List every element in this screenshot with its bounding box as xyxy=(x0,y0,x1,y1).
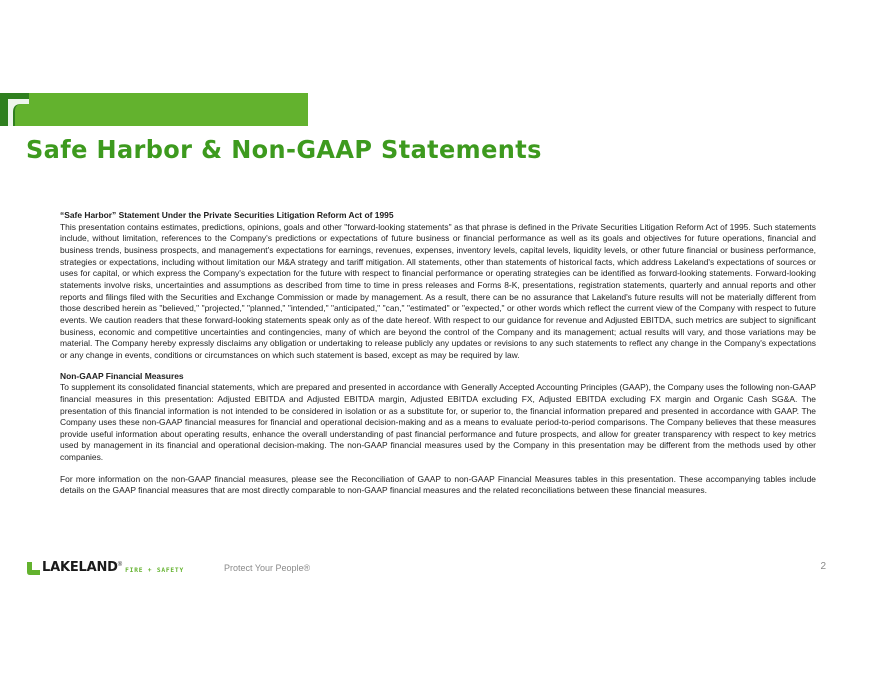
disclaimer-content xyxy=(60,210,816,497)
footer-tagline: Protect Your People® xyxy=(224,563,311,573)
lakeland-leaf-icon xyxy=(27,562,40,575)
logo-wordmark: LAKELAND xyxy=(42,560,118,575)
safe-harbor-heading: “Safe Harbor” Statement Under the Private Securities Litigation Reform Act of 1995 xyxy=(60,210,394,220)
lakeland-logo xyxy=(27,561,184,575)
non-gaap-heading: Non-GAAP Financial Measures xyxy=(60,370,184,381)
page-title: Safe Harbor & Non-GAAP Statements xyxy=(26,135,542,164)
safe-harbor-body: This presentation contains estimates, predictions, opinions, goals and other "forward-looking statements" as that phrase is defined in the Private Securities Litigation Reform Act of 1995. Such statements include, without limitation, references to the Company's predictions or expectations of future business or financial performance as well as its goals and objectives for future operations, financial and business trends, business prospects, and management's expectations for earnings, revenues, expenses, inventory levels, capital levels, liquidity levels, or other future financial or business performance, strategies or expectations, including without limitation our M&A strategy and tariff mitigation. All statements, other than statements of historical facts, which address Lakeland's expectations of sources or uses for capital, or which express the Company's expectation for the future with respect to financial performance or operating strategies can be identified as forward-looking statements. Forward-looking statements involve risks, uncertainties and assumptions as described from time to time in press releases and Forms 8-K, presentations, registration statements, quarterly and annual reports and other reports and filings filed with the Securities and Exchange Commission or made by management. As a result, there can be no assurance that Lakeland's future results will not be materially different from those described herein as "believed," "projected," "planned," "intended," "anticipated," "can," "estimated" or "expected," or other words which reflect the current view of the Company with respect to future events. We caution readers that these forward-looking statements speak only as of the date hereof. With respect to our guidance for revenue and Adjusted EBITDA, such metrics are subject to significant business, economic and competitive uncertainties and contingencies, many of which are beyond the control of the Company and its management; actual results will vary, and those variations may be material. The Company hereby expressly disclaims any obligation or undertaking to release publicly any updates or revisions to any such statements to reflect any change in the Company's expectations or any change in events, conditions or circumstances on which such statement is based, except as may be required by law. xyxy=(60,221,816,360)
non-gaap-body: To supplement its consolidated financial statements, which are prepared and presented in accordance with Generally Accepted Accounting Principles (GAAP), the Company uses the following non-GAAP financial measures in this presentation: Adjusted EBITDA and Adjusted EBITDA margin, Adjusted EBITDA excluding FX, Adjusted EBITDA excluding FX margin and Organic Cash SG&A. The presentation of this financial information is not intended to be considered in isolation or as a substitute for, or superior to, the financial information prepared and presented in accordance with GAAP. The Company uses these non-GAAP financial measures for financial and operational decision-making and as a means to evaluate period-to-period comparisons. The Company believes that these measures provide useful information about operating results, enhance the overall understanding of past financial performance and future prospects, and allow for greater transparency with respect to key metrics used by management in its financial and operational decision-making. The non-GAAP financial measures used by the Company in this presentation may be different from the methods used by other companies. xyxy=(60,382,816,463)
non-gaap-more-info: For more information on the non-GAAP financial measures, please see the Reconciliation of GAAP to non-GAAP Financial Measures tables in this presentation. These accompanying tables include details on the GAAP financial measures that are most directly comparable to non-GAAP financial measures and the related reconciliations between these financial measures. xyxy=(60,473,816,496)
page-number: 2 xyxy=(820,561,826,572)
corner-leaf-icon xyxy=(0,93,29,126)
logo-registered-mark: ® xyxy=(117,562,123,568)
logo-subtitle: FIRE + SAFETY xyxy=(125,566,184,574)
header-accent-bar xyxy=(0,93,308,126)
